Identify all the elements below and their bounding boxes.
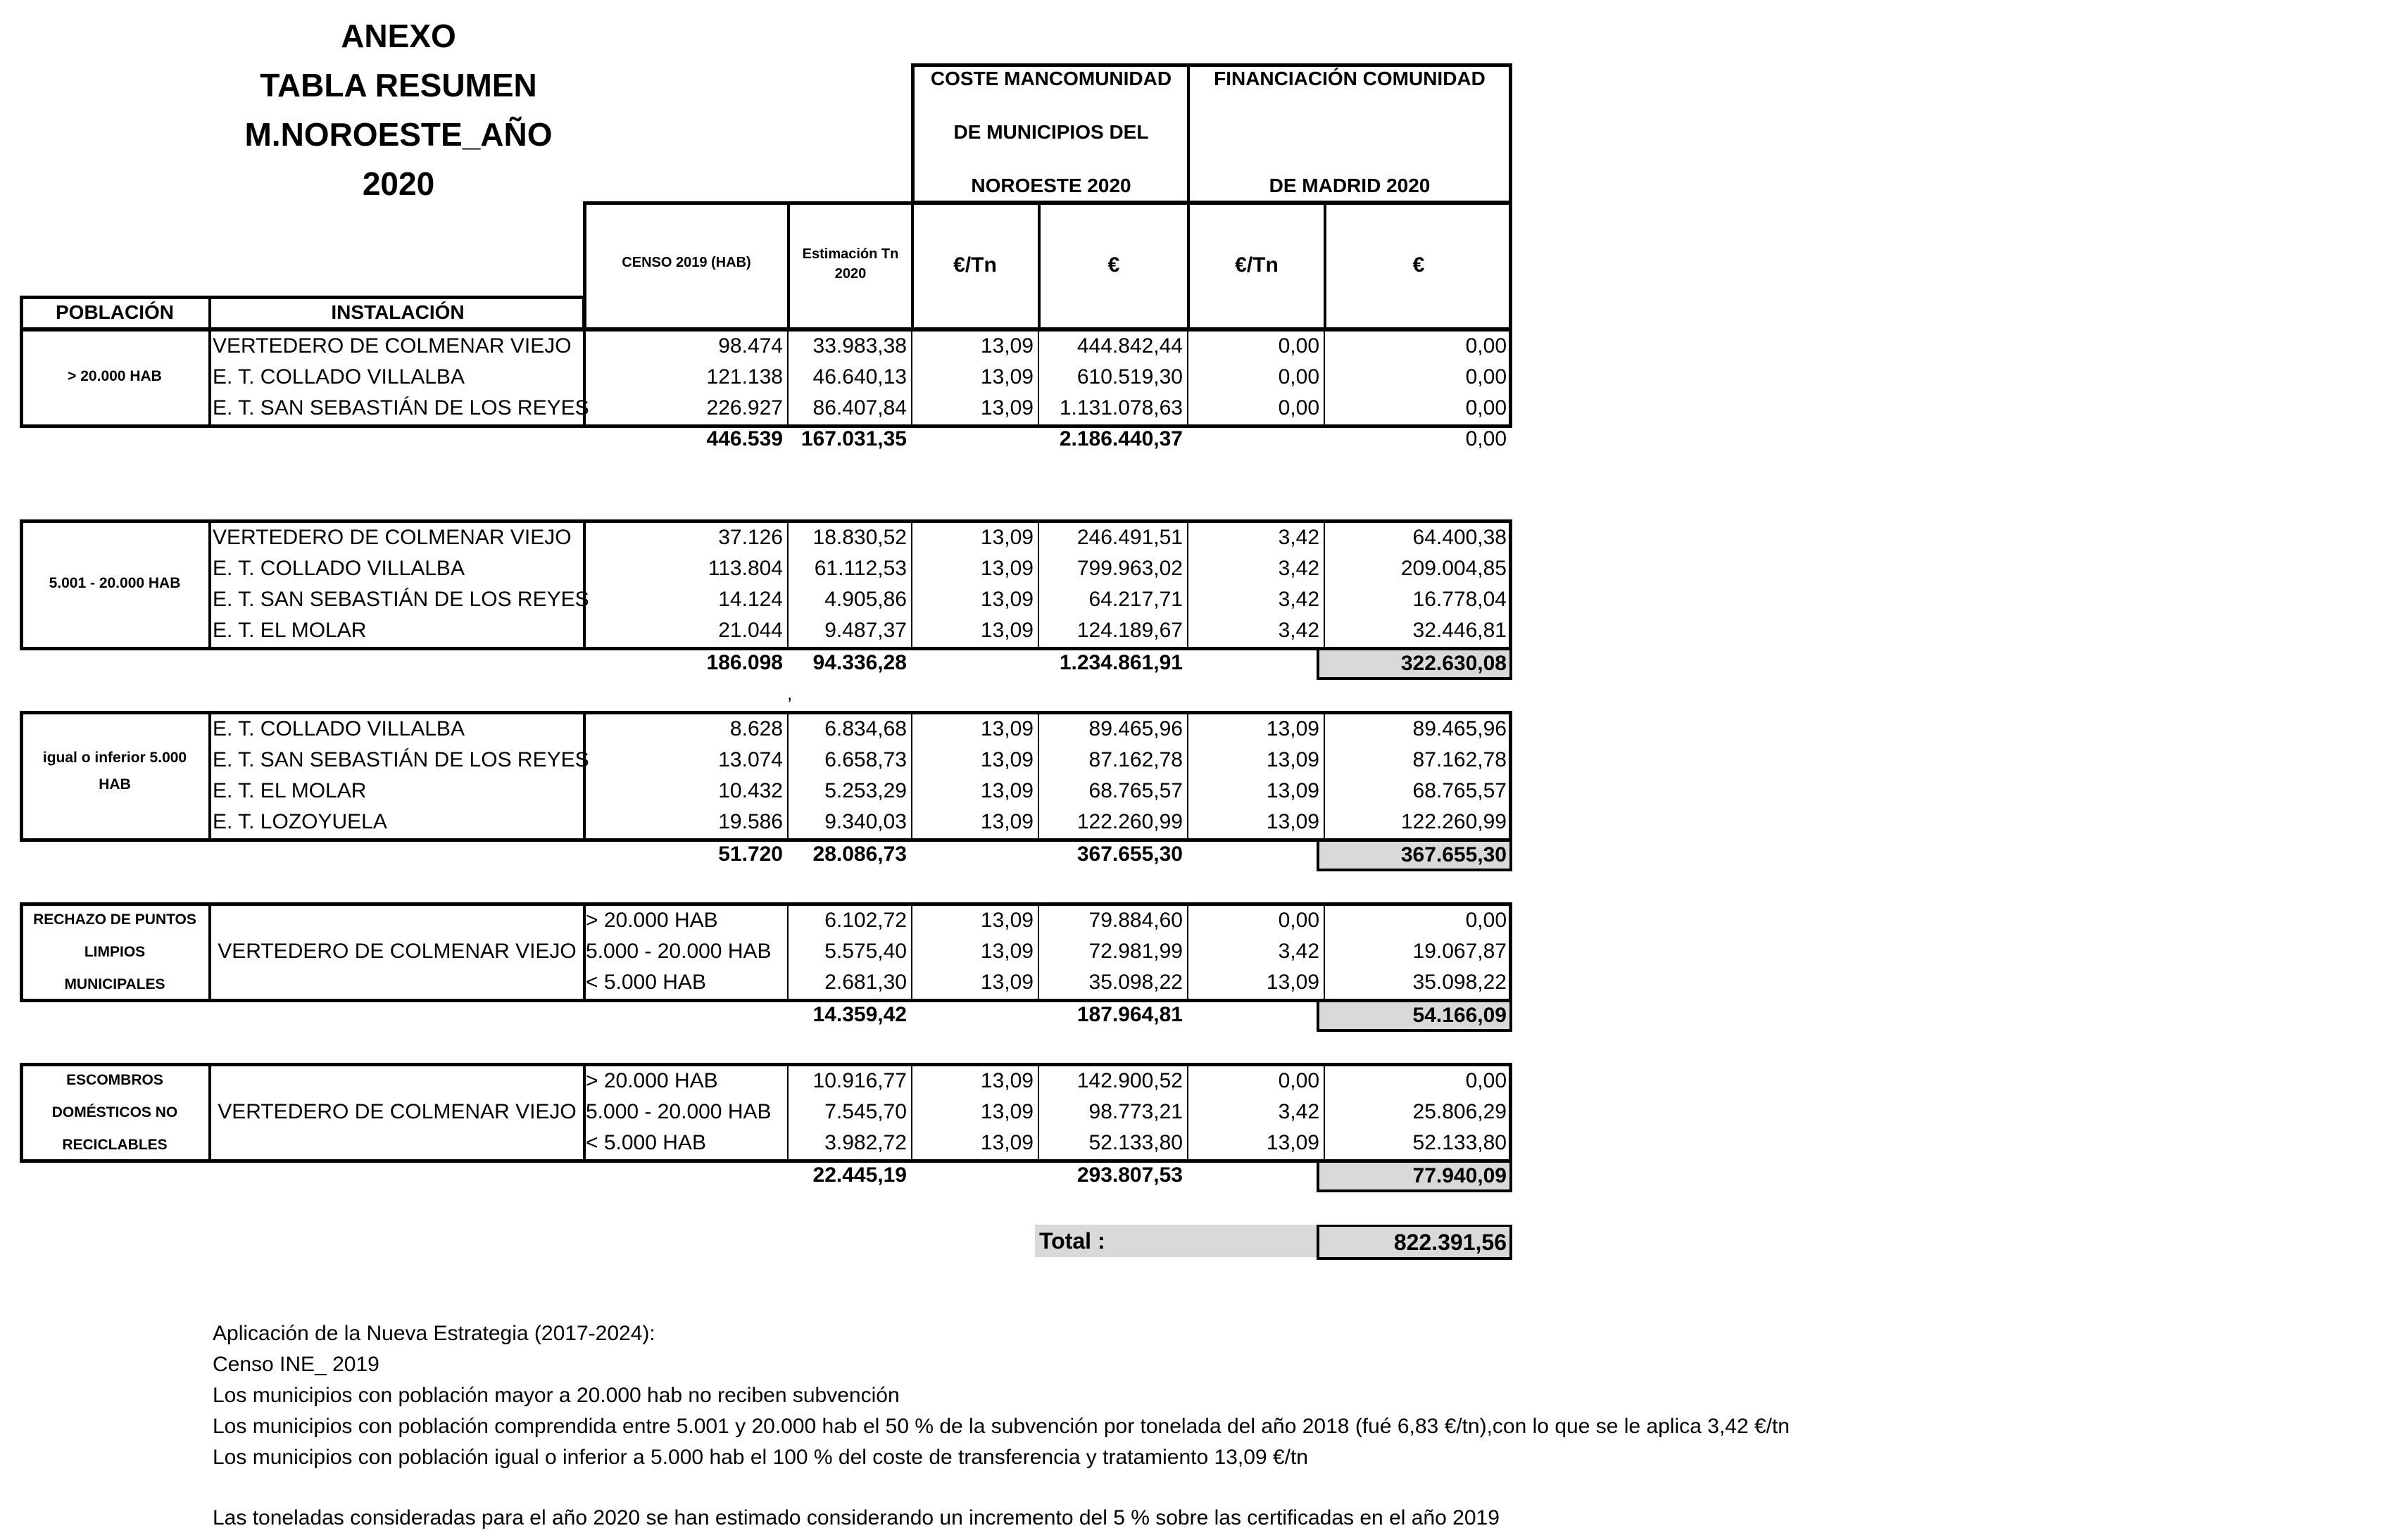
censo-value: 14.124 — [718, 588, 783, 611]
col-divider — [208, 328, 211, 428]
cm-eur-tn-value: 13,09 — [980, 1069, 1034, 1092]
cam-eur-value: 35.098,22 — [1412, 971, 1507, 994]
cam-eur-tn-value: 13,09 — [1266, 810, 1319, 833]
cm-eur-value: 98.773,21 — [1088, 1100, 1183, 1123]
cm-eur-value: 87.162,78 — [1088, 748, 1183, 771]
installation-name: E. T. EL MOLAR — [213, 619, 367, 642]
cam-eur-value: 87.162,78 — [1412, 748, 1507, 771]
population-category: < 5.000 HAB — [586, 971, 706, 994]
cam-eur-tn-value: 3,42 — [1278, 1100, 1319, 1123]
installation-name: E. T. COLLADO VILLALBA — [213, 717, 465, 740]
estimacion-header-line-1: Estimación Tn — [802, 246, 899, 262]
col-divider — [1187, 902, 1188, 1002]
cm-eur-value: 444.842,44 — [1076, 334, 1183, 358]
cam-eur-tn-value: 13,09 — [1266, 748, 1319, 771]
tn-value: 5.575,40 — [824, 940, 907, 963]
group-label-line-2: LIMPIOS — [84, 944, 146, 960]
cam-eur-value: 0,00 — [1465, 334, 1507, 358]
cam-eur-tn-value: 0,00 — [1278, 396, 1319, 419]
tn-value: 2.681,30 — [824, 971, 907, 994]
title-line-2: TABLA RESUMEN — [260, 67, 537, 103]
cam-eur-tn-value: 13,09 — [1266, 971, 1319, 994]
note-line: Aplicación de la Nueva Estrategia (2017-2024): — [213, 1322, 655, 1345]
tn-value: 3.982,72 — [824, 1131, 907, 1154]
cm-eur-tn-value: 13,09 — [980, 1131, 1034, 1154]
total-cm-eur: 1.234.861,91 — [1059, 651, 1183, 674]
col-divider — [911, 1063, 912, 1163]
total-cam-eur: 0,00 — [1465, 427, 1507, 450]
cam-eur-value: 16.778,04 — [1412, 588, 1507, 611]
cm-eur-value: 142.900,52 — [1076, 1069, 1183, 1092]
cam-eur-value: 32.446,81 — [1412, 619, 1507, 642]
total-tn: 28.086,73 — [812, 842, 907, 866]
installation-name: E. T. SAN SEBASTIÁN DE LOS REYES — [213, 748, 589, 771]
installation-name: E. T. SAN SEBASTIÁN DE LOS REYES — [213, 396, 589, 419]
note-line: Los municipios con población igual o inferior a 5.000 hab el 100 % del coste de transferencia y tratamiento 13,09 €/tn — [213, 1446, 1308, 1469]
installation-name: VERTEDERO DE COLMENAR VIEJO — [218, 940, 577, 963]
installation-name: VERTEDERO DE COLMENAR VIEJO — [213, 334, 572, 358]
col-divider — [1038, 328, 1039, 428]
population-category: > 20.000 HAB — [586, 1069, 718, 1092]
cam-eur-value: 122.260,99 — [1400, 810, 1507, 833]
col-divider — [1324, 519, 1325, 650]
col-divider — [208, 519, 211, 650]
cm-eur-value: 124.189,67 — [1076, 619, 1183, 642]
col-divider — [1187, 328, 1188, 428]
group-label: > 20.000 HAB — [68, 368, 162, 384]
tn-value: 4.905,86 — [824, 588, 907, 611]
cm-eur-value: 64.217,71 — [1088, 588, 1183, 611]
cam-eur-tn-value: 3,42 — [1278, 588, 1319, 611]
cam-eur-value: 68.765,57 — [1412, 779, 1507, 802]
group-label-line-1: RECHAZO DE PUNTOS — [33, 911, 196, 928]
cm-eur-tn-value: 13,09 — [980, 396, 1034, 419]
col-divider — [1324, 711, 1325, 842]
cm-eur-value: 79.884,60 — [1088, 909, 1183, 932]
group-label-line-3: RECICLABLES — [62, 1137, 168, 1153]
col-divider — [911, 711, 912, 842]
coste-eur-header: € — [1107, 253, 1120, 277]
censo-header: CENSO 2019 (HAB) — [622, 255, 751, 270]
group-label: 5.001 - 20.000 HAB — [49, 575, 181, 591]
col-divider — [1324, 1063, 1325, 1163]
cam-eur-tn-value: 13,09 — [1266, 717, 1319, 740]
cm-eur-value: 246.491,51 — [1076, 526, 1183, 549]
financiacion-header-line-2: DE MADRID 2020 — [1269, 175, 1431, 196]
censo-value: 10.432 — [718, 779, 783, 802]
cm-eur-value: 52.133,80 — [1088, 1131, 1183, 1154]
total-cm-eur: 367.655,30 — [1076, 842, 1183, 866]
col-divider — [911, 519, 912, 650]
group-label-line-1: igual o inferior 5.000 — [42, 750, 187, 766]
poblacion-header: POBLACIÓN — [56, 301, 174, 323]
cam-eur-tn-value: 13,09 — [1266, 779, 1319, 802]
stray-mark: , — [787, 683, 793, 704]
cam-eur-tn-value: 0,00 — [1278, 1069, 1319, 1092]
col-divider — [1187, 519, 1188, 650]
total-cm-eur: 293.807,53 — [1076, 1163, 1183, 1187]
col-divider — [208, 711, 211, 842]
col-divider — [1038, 519, 1039, 650]
censo-value: 98.474 — [718, 334, 783, 358]
tn-value: 5.253,29 — [824, 779, 907, 802]
censo-value: 13.074 — [718, 748, 783, 771]
tn-value: 33.983,38 — [812, 334, 907, 358]
group-label-line-3: MUNICIPALES — [64, 976, 165, 992]
installation-name: E. T. COLLADO VILLALBA — [213, 557, 465, 580]
cm-eur-tn-value: 13,09 — [980, 940, 1034, 963]
note-line: Censo INE_ 2019 — [213, 1353, 379, 1376]
total-tn: 22.445,19 — [812, 1163, 907, 1187]
total-tn: 14.359,42 — [812, 1003, 907, 1026]
cm-eur-tn-value: 13,09 — [980, 1100, 1034, 1123]
cm-eur-tn-value: 13,09 — [980, 619, 1034, 642]
tn-value: 9.487,37 — [824, 619, 907, 642]
total-cm-eur: 2.186.440,37 — [1059, 427, 1183, 450]
cam-eur-tn-value: 3,42 — [1278, 940, 1319, 963]
cam-eur-tn-value: 13,09 — [1266, 1131, 1319, 1154]
cm-eur-value: 89.465,96 — [1088, 717, 1183, 740]
title-line-3: M.NOROESTE_AÑO — [244, 116, 553, 153]
total-censo: 446.539 — [706, 427, 783, 450]
financiacion-header-line-1: FINANCIACIÓN COMUNIDAD — [1214, 68, 1486, 89]
cam-eur-value: 0,00 — [1465, 365, 1507, 389]
instalacion-header: INSTALACIÓN — [331, 301, 465, 323]
cm-eur-tn-value: 13,09 — [980, 334, 1034, 358]
cm-eur-tn-value: 13,09 — [980, 588, 1034, 611]
grand-total-label: Total : — [1039, 1228, 1105, 1254]
total-tn: 167.031,35 — [800, 427, 907, 450]
tn-value: 6.102,72 — [824, 909, 907, 932]
tn-value: 6.834,68 — [824, 717, 907, 740]
censo-value: 19.586 — [718, 810, 783, 833]
cam-eur-tn-value: 3,42 — [1278, 619, 1319, 642]
title-line-1: ANEXO — [341, 18, 456, 54]
col-divider — [787, 519, 789, 650]
cam-eur-value: 19.067,87 — [1412, 940, 1507, 963]
cam-eur-value: 0,00 — [1465, 909, 1507, 932]
installation-name: E. T. COLLADO VILLALBA — [213, 365, 465, 389]
censo-value: 37.126 — [718, 526, 783, 549]
cam-eur-tn-value: 3,42 — [1278, 526, 1319, 549]
cam-eur-value: 0,00 — [1465, 396, 1507, 419]
tn-value: 6.658,73 — [824, 748, 907, 771]
col-divider — [787, 1063, 789, 1163]
population-category: < 5.000 HAB — [586, 1131, 706, 1154]
cam-eur-tn-value: 0,00 — [1278, 909, 1319, 932]
cm-eur-tn-value: 13,09 — [980, 557, 1034, 580]
cm-eur-value: 68.765,57 — [1088, 779, 1183, 802]
population-category: 5.000 - 20.000 HAB — [586, 1100, 772, 1123]
cm-eur-tn-value: 13,09 — [980, 909, 1034, 932]
grand-total-value: 822.391,56 — [1393, 1230, 1507, 1255]
tn-value: 9.340,03 — [824, 810, 907, 833]
cam-eur-tn-value: 3,42 — [1278, 557, 1319, 580]
censo-value: 113.804 — [708, 557, 783, 580]
cam-eur-value: 25.806,29 — [1412, 1100, 1507, 1123]
total-cm-eur: 187.964,81 — [1076, 1003, 1183, 1026]
installation-name: VERTEDERO DE COLMENAR VIEJO — [213, 526, 572, 549]
col-divider — [911, 902, 912, 1002]
note-line: Los municipios con población mayor a 20.000 hab no reciben subvención — [213, 1384, 900, 1407]
col-divider — [1187, 711, 1188, 842]
cm-eur-tn-value: 13,09 — [980, 748, 1034, 771]
tn-value: 61.112,53 — [814, 557, 907, 580]
coste-header-line-2: DE MUNICIPIOS DEL — [953, 121, 1149, 143]
cm-eur-tn-value: 13,09 — [980, 779, 1034, 802]
group-label-line-2: DOMÉSTICOS NO — [51, 1104, 178, 1121]
coste-header-line-3: NOROESTE 2020 — [971, 175, 1131, 196]
cam-eur-value: 64.400,38 — [1412, 526, 1507, 549]
total-cam-eur: 77.940,09 — [1412, 1164, 1507, 1187]
col-divider — [787, 711, 789, 842]
cam-eur-value: 89.465,96 — [1412, 717, 1507, 740]
cam-eur-value: 209.004,85 — [1400, 557, 1507, 580]
col-divider — [1324, 902, 1325, 1002]
total-cam-eur: 54.166,09 — [1412, 1004, 1507, 1027]
cm-eur-tn-value: 13,09 — [980, 365, 1034, 389]
installation-name: VERTEDERO DE COLMENAR VIEJO — [218, 1100, 577, 1123]
total-cam-eur: 367.655,30 — [1400, 843, 1507, 866]
cm-eur-tn-value: 13,09 — [980, 526, 1034, 549]
installation-name: E. T. LOZOYUELA — [213, 810, 387, 833]
cm-eur-value: 1.131.078,63 — [1059, 396, 1183, 419]
col-divider — [1324, 328, 1325, 428]
col-divider — [1038, 711, 1039, 842]
cam-eur-tn-value: 0,00 — [1278, 334, 1319, 358]
note-line: Las toneladas consideradas para el año 2020 se han estimado considerando un incremento del 5 % sobre las certificadas en el año 2019 — [213, 1506, 1500, 1529]
installation-name: E. T. SAN SEBASTIÁN DE LOS REYES — [213, 588, 589, 611]
cm-eur-value: 72.981,99 — [1088, 940, 1183, 963]
cam-eur-tn-value: 0,00 — [1278, 365, 1319, 389]
col-divider — [787, 328, 789, 428]
installation-name: E. T. EL MOLAR — [213, 779, 367, 802]
cm-eur-tn-value: 13,09 — [980, 810, 1034, 833]
population-category: > 20.000 HAB — [586, 909, 718, 932]
col-divider — [787, 902, 789, 1002]
censo-value: 8.628 — [729, 717, 783, 740]
estimacion-header-line-2: 2020 — [834, 266, 867, 282]
cm-eur-value: 35.098,22 — [1088, 971, 1183, 994]
col-divider — [1038, 1063, 1039, 1163]
group-label-line-2: HAB — [99, 776, 131, 793]
total-censo: 51.720 — [718, 842, 783, 866]
cm-eur-value: 122.260,99 — [1076, 810, 1183, 833]
title-line-4: 2020 — [362, 165, 435, 202]
cam-eur-value: 0,00 — [1465, 1069, 1507, 1092]
population-category: 5.000 - 20.000 HAB — [586, 940, 772, 963]
total-censo: 186.098 — [706, 651, 783, 674]
tn-value: 10.916,77 — [812, 1069, 907, 1092]
cm-eur-tn-value: 13,09 — [980, 717, 1034, 740]
note-line: Los municipios con población comprendida entre 5.001 y 20.000 hab el 50 % de la subvención por tonelada del año 2018 (fué 6,83 €/tn),con lo que se le aplica 3,42 €/tn — [213, 1415, 1790, 1438]
col-divider — [1187, 1063, 1188, 1163]
total-cam-eur: 322.630,08 — [1400, 652, 1507, 675]
censo-value: 121.138 — [706, 365, 783, 389]
tn-value: 7.545,70 — [824, 1100, 907, 1123]
censo-value: 226.927 — [706, 396, 783, 419]
tn-value: 18.830,52 — [812, 526, 907, 549]
cm-eur-value: 610.519,30 — [1076, 365, 1183, 389]
col-divider — [1038, 902, 1039, 1002]
censo-value: 21.044 — [718, 619, 783, 642]
cm-eur-tn-value: 13,09 — [980, 971, 1034, 994]
group-label-line-1: ESCOMBROS — [66, 1072, 163, 1088]
col-divider — [911, 328, 912, 428]
cam-eur-header: € — [1412, 253, 1425, 277]
cm-eur-value: 799.963,02 — [1076, 557, 1183, 580]
cam-eur-value: 52.133,80 — [1412, 1131, 1507, 1154]
coste-eur-tn-header: €/Tn — [953, 253, 997, 277]
cam-eur-tn-header: €/Tn — [1235, 253, 1279, 277]
total-tn: 94.336,28 — [812, 651, 907, 674]
coste-header-line-1: COSTE MANCOMUNIDAD — [930, 68, 1172, 89]
tn-value: 86.407,84 — [812, 396, 907, 419]
tn-value: 46.640,13 — [812, 365, 907, 389]
